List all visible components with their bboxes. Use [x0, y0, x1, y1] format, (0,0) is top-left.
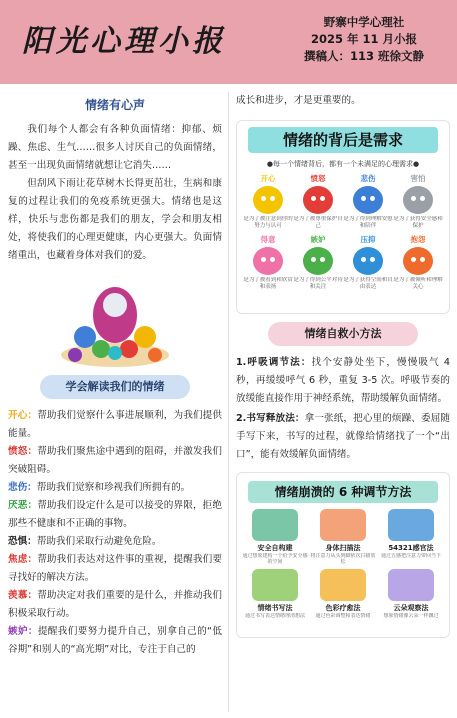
emotion-need-desc: 是为了被倾听和理解关心	[393, 277, 443, 290]
section-title-self-help: 情绪自救小方法	[268, 322, 418, 346]
emotion-character-icon	[353, 247, 383, 275]
emotion-key: 愤怒：	[8, 446, 38, 457]
emotion-meaning-item	[8, 623, 222, 659]
left-column	[8, 92, 222, 659]
emotion-need-name: 悲伤	[360, 174, 376, 183]
emotion-need-desc: 是为了得到理解安慰和陪伴	[343, 216, 393, 229]
emotion-need-item	[293, 173, 343, 230]
emotion-meaning-list	[8, 407, 222, 659]
emotion-need-name: 压抑	[360, 235, 376, 244]
header-banner	[0, 0, 457, 84]
tip-text: 拿一张纸，把心里的烦躁、委屈随手写下来，书写的过程，就像给情绪找了一个“出口”，能有效缓解负面情绪。	[236, 413, 450, 460]
continuation-text: 成长和进步，才是更重要的。	[236, 95, 361, 106]
emotion-key: 厌恶：	[8, 500, 38, 511]
emotion-meaning-text: 帮助我们设定什么是可以接受的界限，拒绝那些不健康和不正确的事物。	[8, 500, 223, 529]
emotion-character-icon	[403, 186, 433, 214]
emotion-need-desc: 是为了获得空间和自由表达	[343, 277, 393, 290]
emotion-need-item	[293, 234, 343, 291]
emotion-need-desc: 是为了获得安全感和保护	[393, 216, 443, 229]
needs-card-title: 情绪的背后是需求	[248, 127, 438, 153]
emotion-need-item	[243, 234, 293, 291]
emotion-meaning-item	[8, 587, 222, 623]
intro-paragraph-1: 我们每个人都会有各种负面情绪：抑郁、烦躁、焦虑、生气……很多人讨厌自己的负面情绪，甚至一出现负面情绪就想让它消失……	[8, 124, 222, 171]
emotion-need-name: 害怕	[410, 174, 426, 183]
methods-card-title: 情绪崩溃的 6 种调节方法	[248, 481, 438, 503]
emotion-key: 恐惧：	[8, 536, 37, 547]
method-illustration-icon	[320, 569, 366, 601]
tip-title: 2.书写释放法：	[236, 413, 305, 424]
emotion-character-icon	[403, 247, 433, 275]
section-title-decode-emotions: 学会解读我们的情绪	[40, 375, 190, 399]
section-title-emotions-voice: 情绪有心声	[84, 98, 145, 112]
method-name: 54321感官法	[388, 544, 434, 552]
method-item	[377, 509, 445, 565]
emotion-need-desc: 是为了被看到和欣赏和表扬	[243, 277, 293, 290]
method-illustration-icon	[388, 569, 434, 601]
emotion-need-desc: 是为了被注意到你的努力与认可	[243, 216, 293, 229]
method-illustration-icon	[252, 569, 298, 601]
emotion-meaning-text: 帮助我们聚焦途中遇到的阻碍，并激发我们突破阻碍。	[8, 446, 223, 475]
emotion-meaning-text: 帮助我们觉察什么事进展顺利，为我们提供能量。	[8, 410, 223, 439]
org-name: 野寨中学心理社	[323, 15, 405, 29]
methods-grid	[237, 503, 449, 625]
emotion-need-name: 愤怒	[310, 174, 326, 183]
emotion-need-desc: 是为了得到公平对待和关注	[293, 277, 343, 290]
emotion-character-icon	[303, 247, 333, 275]
emotion-key: 羡慕：	[8, 590, 38, 601]
method-name: 安全自构建	[257, 544, 293, 552]
emotion-key: 嫉妒：	[8, 626, 38, 637]
emotion-key: 开心：	[8, 410, 38, 421]
emotion-character-icon	[353, 186, 383, 214]
emotion-key: 悲伤：	[8, 482, 37, 493]
emotion-character-icon	[303, 186, 333, 214]
emotion-need-name: 开心	[260, 174, 276, 183]
emotion-meaning-item	[8, 479, 222, 497]
emotion-need-name: 得意	[260, 235, 276, 244]
method-illustration-icon	[252, 509, 298, 541]
emotion-need-item	[243, 173, 293, 230]
method-desc: 通过五感把注意力带回当下	[380, 553, 441, 559]
method-desc: 通过想象建构一个给予安全感的空间	[242, 553, 308, 565]
six-methods-card	[236, 472, 450, 638]
emotion-need-name: 嫉妒	[310, 235, 326, 244]
emotion-meaning-text: 帮助决定对我们重要的是什么，并推动我们积极采取行动。	[8, 590, 223, 619]
author-line: 撰稿人：113 班徐文静	[303, 49, 424, 63]
method-item	[309, 569, 377, 625]
emotion-characters-illustration	[55, 275, 175, 371]
method-item	[377, 569, 445, 625]
method-item	[241, 509, 309, 565]
self-help-tip	[236, 354, 450, 408]
emotion-need-item	[393, 234, 443, 291]
emotion-meaning-item	[8, 551, 222, 587]
issue-info	[289, 14, 439, 65]
intro-paragraph-2: 但刮风下雨让花草树木长得更茁壮，生病和康复的过程让我们的免疫系统更强大。情绪也是这样，快乐与悲伤都是我们的朋友，学会和朋友相处，将使我们的心理更健康，内心更强大。负面情绪重出，也藏着身体对我们的爱。	[8, 178, 222, 261]
emotion-need-desc: 是为了被尊重保护自己	[293, 216, 343, 229]
self-help-tip	[236, 410, 450, 464]
tip-title: 1.呼吸调节法：	[236, 357, 312, 368]
method-name: 情绪书写法	[257, 604, 293, 612]
method-item	[309, 509, 377, 565]
column-divider	[228, 92, 229, 712]
method-desc: 想象情绪像云朵一样飘过	[383, 613, 439, 619]
emotion-meaning-item	[8, 407, 222, 443]
emotion-meaning-text: 帮助我们采取行动避免危险。	[36, 536, 162, 547]
emotion-meaning-text: 帮助我们表达对这件事的重视，提醒我们要寻找好的解决方法。	[8, 554, 223, 583]
method-name: 云朵观察法	[393, 604, 429, 612]
method-illustration-icon	[320, 509, 366, 541]
emotion-needs-grid	[237, 169, 449, 291]
method-desc: 通过书写表达情绪理清想法	[244, 613, 305, 619]
emotion-meaning-item	[8, 533, 222, 551]
needs-behind-emotions-card	[236, 120, 450, 314]
needs-card-subtitle: ●每一个情绪背后，都有一个未满足的心理需求●	[266, 160, 420, 168]
emotion-key: 焦虑：	[8, 554, 38, 565]
emotion-need-item	[343, 234, 393, 291]
emotion-meaning-text: 帮助我们觉察和珍视我们所拥有的。	[36, 482, 191, 493]
emotion-character-icon	[253, 247, 283, 275]
emotion-meaning-item	[8, 443, 222, 479]
tip-text: 找个安静处坐下，慢慢吸气 4 秒，再缓缓呼气 6 秒，重复 3-5 次。呼吸节奏的放缓能直接作用于神经系统，帮助缓解负面情绪。	[236, 357, 450, 404]
method-name: 色彩疗愈法	[325, 604, 361, 612]
method-desc: 将注意力从头到脚依次扫描放松	[310, 553, 376, 565]
emotion-character-icon	[253, 186, 283, 214]
newspaper-title: 阳光心理小报	[22, 24, 226, 59]
emotion-need-name: 抱怨	[410, 235, 426, 244]
emotion-need-item	[393, 173, 443, 230]
method-desc: 通过色彩调整和表达情绪	[315, 613, 371, 619]
issue-date: 2025 年 11 月小报	[310, 32, 418, 46]
emotion-meaning-item	[8, 497, 222, 533]
self-help-tips	[236, 354, 450, 464]
emotion-need-item	[343, 173, 393, 230]
method-name: 身体扫描法	[325, 544, 361, 552]
emotion-meaning-text: 提醒我们要努力提升自己，别拿自己的“低谷期”和别人的“高光期”对比，专注于自己的	[8, 626, 222, 655]
right-column	[236, 92, 450, 638]
method-item	[241, 569, 309, 625]
method-illustration-icon	[388, 509, 434, 541]
